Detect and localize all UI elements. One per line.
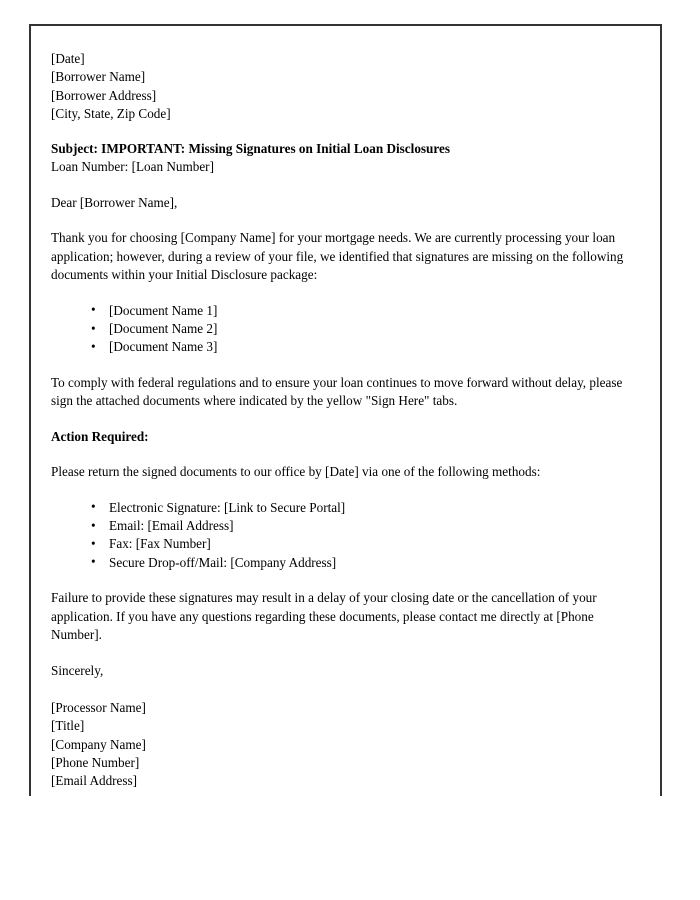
paragraph-consequences: Failure to provide these signatures may result in a delay of your closing date or the cancellation of your application. If you have any questions regarding these documents, please contact me directly at [Phone Number]. — [51, 590, 597, 643]
list-item: • Email: [Email Address] — [91, 517, 631, 535]
signature-line-title: [Title] — [51, 718, 85, 734]
spacer — [51, 285, 631, 302]
spacer — [51, 357, 631, 374]
list-item: • Secure Drop-off/Mail: [Company Address] — [91, 554, 631, 572]
spacer — [51, 411, 631, 428]
spacer — [51, 680, 631, 699]
action-required-heading: Action Required: — [51, 428, 149, 444]
address-line-borrower-address: [Borrower Address] — [51, 87, 157, 103]
loan-number-line: Loan Number: [Loan Number] — [51, 159, 214, 175]
subject-line: Subject: IMPORTANT: Missing Signatures on Initial Loan Disclosures — [51, 141, 450, 157]
paragraph-return-instructions: Please return the signed documents to our office by [Date] via one of the following methods: — [51, 464, 541, 480]
list-item: • [Document Name 2] — [91, 320, 631, 338]
address-line-city-state-zip: [City, State, Zip Code] — [51, 105, 171, 121]
list-item: • Electronic Signature: [Link to Secure Portal] — [91, 499, 631, 517]
subject-block — [51, 140, 631, 177]
address-line-date: [Date] — [51, 51, 85, 66]
signature-block — [51, 699, 631, 790]
spacer — [51, 177, 631, 194]
spacer — [51, 123, 631, 140]
document-page-frame — [29, 24, 662, 796]
letter-body — [51, 50, 631, 791]
list-item: • Fax: [Fax Number] — [91, 535, 631, 553]
signature-line-email-address: [Email Address] — [51, 773, 138, 789]
address-line-borrower-name: [Borrower Name] — [51, 69, 146, 85]
list-item: • [Document Name 1] — [91, 302, 631, 320]
signature-line-processor-name: [Processor Name] — [51, 700, 146, 716]
closing: Sincerely, — [51, 662, 104, 678]
spacer — [51, 446, 631, 463]
missing-documents-list — [51, 302, 631, 357]
spacer — [51, 645, 631, 662]
list-item: • [Document Name 3] — [91, 338, 631, 356]
signature-line-company-name: [Company Name] — [51, 736, 146, 752]
spacer — [51, 212, 631, 229]
spacer — [51, 572, 631, 589]
paragraph-compliance: To comply with federal regulations and to ensure your loan continues to move forward without delay, please sign the attached documents where indicated by the yellow "Sign Here" tabs. — [51, 374, 623, 409]
paragraph-intro: Thank you for choosing [Company Name] for your mortgage needs. We are currently processing your loan application; however, during a review of your file, we identified that signatures are missing on the following documents within your Initial Disclosure package: — [51, 230, 624, 283]
return-methods-list — [51, 499, 631, 572]
spacer — [51, 482, 631, 499]
salutation: Dear [Borrower Name], — [51, 194, 178, 210]
recipient-address-block — [51, 50, 631, 123]
signature-line-phone-number: [Phone Number] — [51, 754, 140, 770]
